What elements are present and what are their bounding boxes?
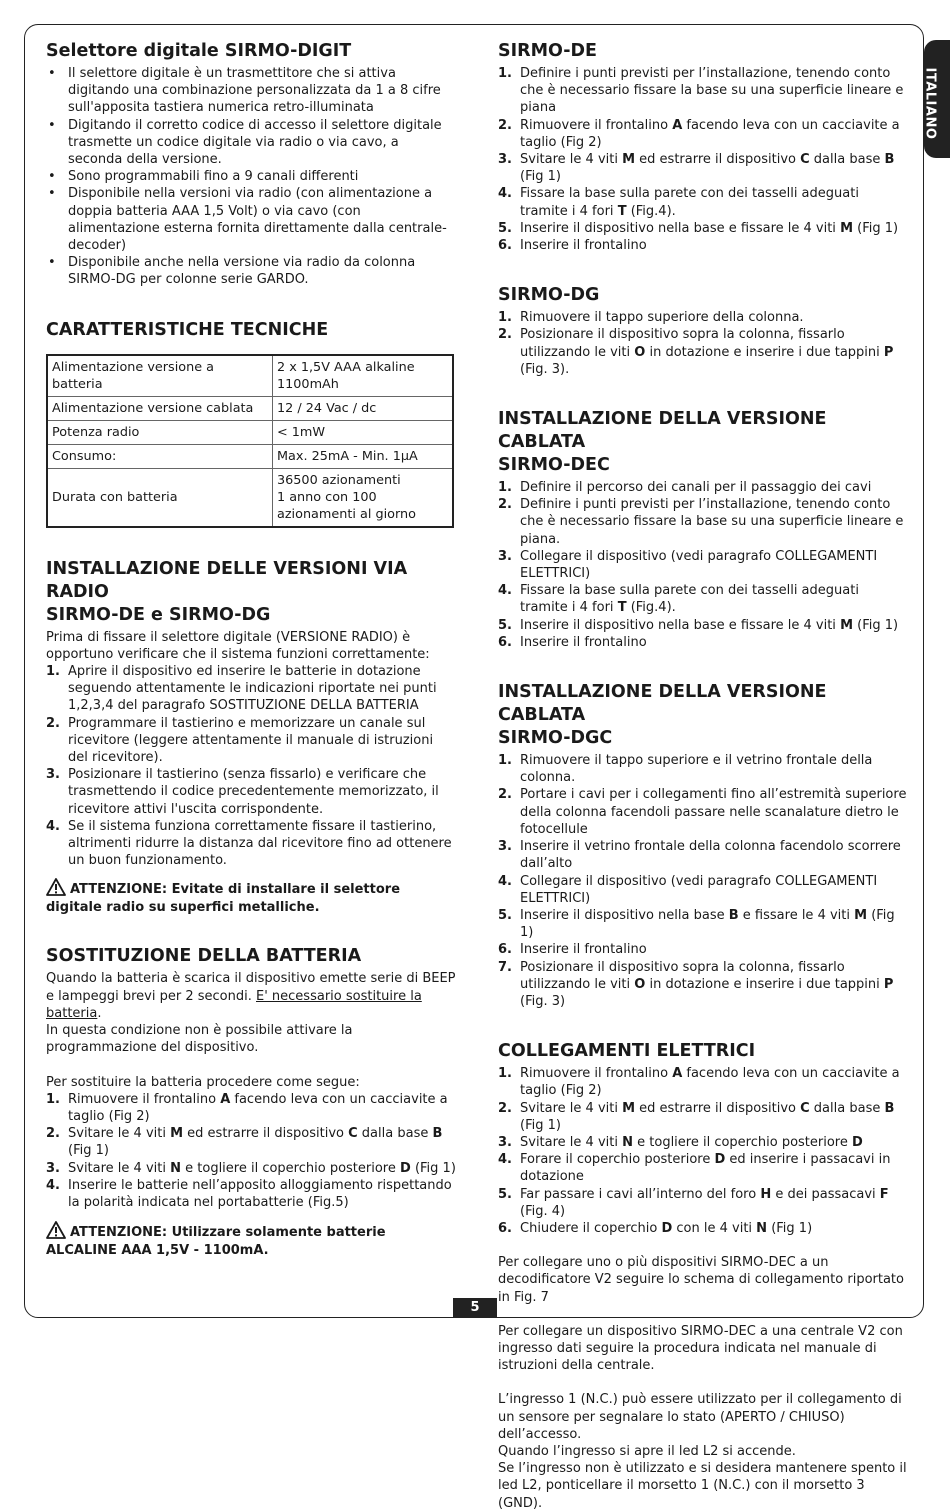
list-item: 2. Portare i cavi per i collegamenti fino all’estremità superiore della colonna facendoli passare nelle scanalature dietro le fotocellule: [498, 787, 907, 837]
table-row: [47, 420, 453, 444]
section-title: COLLEGAMENTI ELETTRICI: [498, 1041, 756, 1062]
section-radio-install: [46, 558, 456, 918]
right-column: [498, 38, 908, 1512]
list-item: 5. Inserire il dispositivo nella base B e fissare le 4 viti M (Fig 1): [498, 907, 895, 941]
paragraph: Per sostituire la batteria procedere come segue:: [46, 1074, 360, 1090]
spec-key: Alimentazione versione cablata: [47, 396, 273, 420]
list-item: 1. Rimuovere il frontalino A facendo leva con un cacciavite a taglio (Fig 2): [498, 1066, 900, 1099]
paragraph: Quando la batteria è scarica il dispositivo emette serie di BEEP e lampeggi brevi per 2 secondi. E' necessario sostituire la batteria. In questa condizione non è possibile attivare la programmazione del dispositivo.: [46, 971, 456, 1056]
warning-note: ATTENZIONE: Evitate di installare il selettore digitale radio su superfici metalliche.: [46, 878, 456, 917]
section-title: CARATTERISTICHE TECNICHE: [46, 319, 329, 340]
list-item: 1. Aprire il dispositivo ed inserire le batterie in dotazione seguendo attentamente le indicazioni riportate nei punti 1,2,3,4 del paragrafo SOSTITUZIONE DELLA BATTERIA: [46, 664, 437, 714]
feature-list: [46, 65, 456, 289]
list-item: 4. Forare il coperchio posteriore D ed inserire i passacavi in dotazione: [498, 1152, 891, 1185]
intro-text: Prima di fissare il selettore digitale (VERSIONE RADIO) è opportuno verificare che il sistema funzioni correttamente:: [46, 629, 430, 662]
section-title: INSTALLAZIONE DELLA VERSIONE CABLATA SIRMO-DEC: [498, 409, 827, 476]
spec-value: 2 x 1,5V AAA alkaline 1100mAh: [273, 355, 454, 397]
spec-value: 36500 azionamenti 1 anno con 100 azionamenti al giorno: [273, 468, 454, 527]
step-list: [498, 309, 908, 378]
table-row: [47, 396, 453, 420]
language-tab: ITALIANO: [924, 40, 950, 158]
section-tech-specs: [46, 319, 456, 528]
table-row: [47, 355, 453, 397]
list-item: 1. Rimuovere il tappo superiore e il vetrino frontale della colonna.: [498, 753, 873, 786]
list-item: 6. Inserire il frontalino: [498, 634, 647, 650]
list-item: • Disponibile anche nella versione via radio da colonna SIRMO-DG per colonne serie GARDO.: [48, 255, 416, 288]
spec-value: < 1mW: [273, 420, 454, 444]
step-list: [46, 663, 456, 869]
list-item: 7. Posizionare il dispositivo sopra la colonna, fissarlo utilizzando le viti O in dotazione e inserire i due tappini P (Fig. 3): [498, 959, 894, 1009]
list-item: • Digitando il corretto codice di accesso il selettore digitale trasmette un codice digitale via radio o via cavo, a seconda della versione.: [48, 117, 442, 168]
list-item: 3. Inserire il vetrino frontale della colonna facendolo scorrere dall’alto: [498, 839, 901, 872]
list-item: 5. Inserire il dispositivo nella base e fissare le 4 viti M (Fig 1): [498, 220, 899, 236]
paragraph: L’ingresso 1 (N.C.) può essere utilizzato per il collegamento di un sensore per segnalare lo stato (APERTO / CHIUSO) dell’accesso. Quando l’ingresso si apre il led L2 si accende. Se l’ingresso non è utilizzato e si desidera mantenere spento il led L2, ponticellare il morsetto 1 (N.C.) con il morsetto 3 (GND).: [498, 1392, 907, 1511]
list-item: 3. Collegare il dispositivo (vedi paragrafo COLLEGAMENTI ELETTRICI): [498, 548, 878, 582]
list-item: 3. Svitare le 4 viti N e togliere il coperchio posteriore D (Fig 1): [46, 1160, 456, 1176]
step-list: [498, 479, 908, 651]
spec-key: Alimentazione versione a batteria: [47, 355, 273, 397]
warning-note: ATTENZIONE: Utilizzare solamente batterie ALCALINE AAA 1,5V - 1100mA.: [46, 1221, 456, 1260]
section-sirmo-digit: [46, 40, 456, 289]
list-item: 2. Rimuovere il frontalino A facendo leva con un cacciavite a taglio (Fig 2): [498, 117, 900, 150]
list-item: • Disponibile nella versioni via radio (con alimentazione a doppia batteria AAA 1,5 Volt) o via cavo (con alimentazione esterna fornita direttamente dalla centrale-decoder): [48, 186, 447, 254]
list-item: 3. Svitare le 4 viti N e togliere il coperchio posteriore D: [498, 1134, 863, 1150]
list-item: 5. Far passare i cavi all’interno del foro H e dei passacavi F (Fig. 4): [498, 1186, 889, 1219]
list-item: 4. Se il sistema funziona correttamente fissare il tastierino, altrimenti ridurre la distanza dal ricevitore fino ad ottenere un buon funzionamento.: [46, 818, 452, 869]
section-sirmo-dg: [498, 284, 908, 378]
warning-icon: [46, 878, 66, 896]
section-sirmo-dec: [498, 408, 908, 651]
paragraph: Per collegare uno o più dispositivi SIRMO-DEC a un decodificatore V2 seguire lo schema di collegamento riportato in Fig. 7: [498, 1255, 904, 1305]
section-title: INSTALLAZIONE DELLA VERSIONE CABLATA SIRMO-DGC: [498, 682, 827, 749]
list-item: 1. Rimuovere il frontalino A facendo leva con un cacciavite a taglio (Fig 2): [46, 1091, 448, 1124]
section-title: INSTALLAZIONE DELLE VERSIONI VIA RADIO SIRMO-DE e SIRMO-DG: [46, 558, 408, 625]
spec-table: [46, 354, 454, 528]
list-item: 4. Collegare il dispositivo (vedi paragrafo COLLEGAMENTI ELETTRICI): [498, 873, 878, 906]
spec-key: Potenza radio: [47, 420, 273, 444]
page-number: 5: [453, 1298, 497, 1318]
step-list: [46, 1091, 456, 1211]
list-item: 6. Chiudere il coperchio D con le 4 viti N (Fig 1): [498, 1220, 813, 1236]
section-title: SIRMO-DG: [498, 285, 600, 306]
warning-icon: [46, 1221, 66, 1239]
list-item: 2. Svitare le 4 viti M ed estrarre il dispositivo C dalla base B (Fig 1): [498, 1100, 895, 1133]
left-column: [46, 38, 456, 1260]
list-item: 4. Fissare la base sulla parete con dei tasselli adeguati tramite i 4 fori T (Fig.4).: [498, 186, 859, 219]
step-list: [498, 752, 908, 1010]
spec-value: Max. 25mA - Min. 1μA: [273, 444, 454, 468]
list-item: 5. Inserire il dispositivo nella base e fissare le 4 viti M (Fig 1): [498, 617, 899, 633]
list-item: 1. Definire il percorso dei canali per il passaggio dei cavi: [498, 480, 872, 496]
step-list: [498, 65, 908, 254]
list-item: 1. Definire i punti previsti per l’installazione, tenendo conto che è necessario fissare la base su una superficie lineare e piana: [498, 66, 904, 116]
section-sirmo-dgc: [498, 681, 908, 1010]
spec-key: Durata con batteria: [47, 468, 273, 527]
section-title: SOSTITUZIONE DELLA BATTERIA: [46, 946, 362, 967]
list-item: 3. Svitare le 4 viti M ed estrarre il dispositivo C dalla base B (Fig 1): [498, 152, 895, 185]
list-item: 2. Svitare le 4 viti M ed estrarre il dispositivo C dalla base B (Fig 1): [46, 1126, 443, 1159]
section-title: Selettore digitale SIRMO-DIGIT: [46, 41, 352, 61]
spec-key: Consumo:: [47, 444, 273, 468]
table-row: [47, 468, 453, 527]
spec-value: 12 / 24 Vac / dc: [273, 396, 454, 420]
section-title: SIRMO-DE: [498, 41, 597, 61]
list-item: 1. Rimuovere il tappo superiore della colonna.: [498, 310, 804, 326]
list-item: 4. Inserire le batterie nell’apposito alloggiamento rispettando la polarità indicata nel portabatterie (Fig.5): [46, 1177, 452, 1210]
list-item: • Sono programmabili fino a 9 canali differenti: [48, 169, 359, 185]
section-sirmo-de: [498, 40, 908, 254]
list-item: 3. Posizionare il tastierino (senza fissarlo) e verificare che trasmettendo il codice precedentemente memorizzato, il ricevitore attivi l'uscita corrispondente.: [46, 767, 439, 817]
table-row: [47, 444, 453, 468]
step-list: [498, 1065, 908, 1237]
list-item: 6. Inserire il frontalino: [498, 238, 647, 254]
section-electrical: [498, 1040, 908, 1512]
list-item: • Il selettore digitale è un trasmettitore che si attiva digitando una combinazione personalizzata da 1 a 8 cifre sull'apposita tastiera numerica retro-illuminata: [48, 66, 441, 116]
list-item: 2. Posizionare il dispositivo sopra la colonna, fissarlo utilizzando le viti O in dotazione e inserire i due tappini P (Fig. 3).: [498, 327, 894, 377]
list-item: 2. Definire i punti previsti per l’installazione, tenendo conto che è necessario fissare la base su una superficie lineare e piana.: [498, 497, 904, 547]
list-item: 4. Fissare la base sulla parete con dei tasselli adeguati tramite i 4 fori T (Fig.4).: [498, 583, 859, 616]
paragraph: Per collegare un dispositivo SIRMO-DEC a una centrale V2 con ingresso dati seguire la procedura indicata nel manuale di istruzioni della centrale.: [498, 1323, 903, 1374]
section-battery: [46, 945, 456, 1260]
list-item: 6. Inserire il frontalino: [498, 942, 647, 958]
list-item: 2. Programmare il tastierino e memorizzare un canale sul ricevitore (leggere attentamente il manuale di istruzioni del ricevitore).: [46, 715, 434, 766]
